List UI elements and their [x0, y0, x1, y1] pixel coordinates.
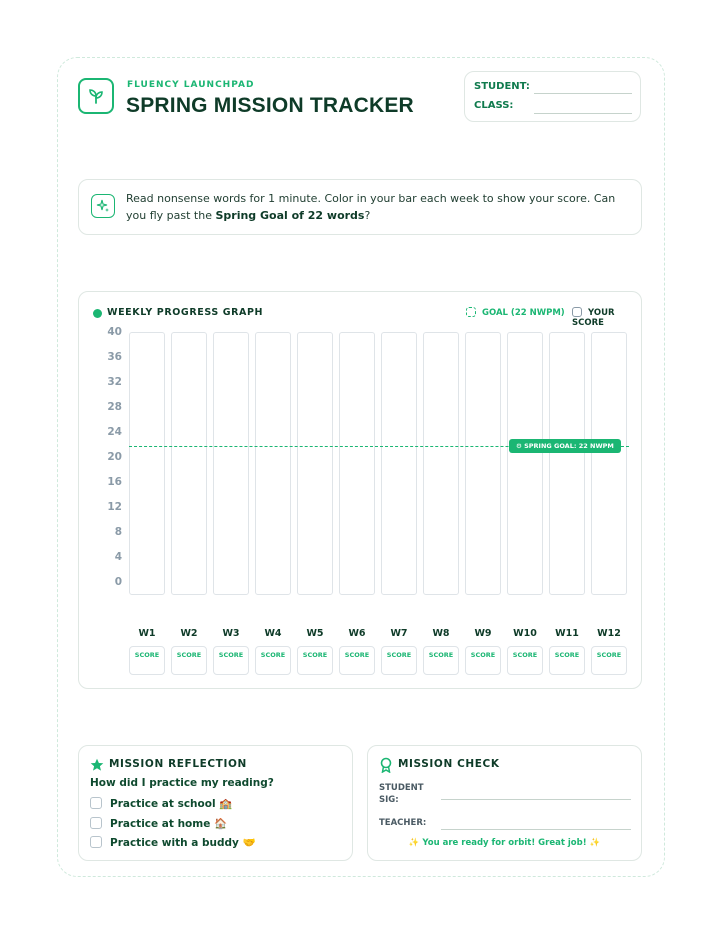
- practice-home-checkbox[interactable]: [90, 817, 227, 830]
- teacher-label: TEACHER:: [379, 818, 427, 828]
- y-tick-label: 20: [107, 451, 122, 463]
- y-tick-label: 32: [107, 376, 122, 388]
- score-box[interactable]: SCORE: [129, 646, 165, 675]
- student-name-field[interactable]: [534, 93, 632, 94]
- goal-legend-icon: [466, 307, 476, 317]
- checkbox-box[interactable]: [90, 797, 102, 809]
- y-tick-label: 40: [107, 326, 122, 338]
- week-label: W2: [180, 628, 198, 639]
- teacher-signature-field[interactable]: [441, 829, 631, 830]
- score-box[interactable]: SCORE: [255, 646, 291, 675]
- instructions-text-end: ?: [364, 209, 371, 222]
- legend-goal: [466, 307, 565, 318]
- week-label: W5: [306, 628, 324, 639]
- ribbon-icon: [379, 757, 393, 777]
- checkbox-box[interactable]: [90, 817, 102, 829]
- ready-message: [368, 838, 641, 848]
- sparkle-icon: ✨: [589, 838, 601, 848]
- reflection-question: How did I practice my reading?: [90, 777, 274, 789]
- bar-column[interactable]: [549, 332, 585, 595]
- bar-column[interactable]: [129, 332, 165, 595]
- goal-badge: ⚙ SPRING GOAL: 22 NWPM: [509, 439, 621, 453]
- instructions-text-start: Read nonsense words for 1 minute. Color in your bar each week to show your score. Can you fly past the: [126, 192, 616, 222]
- graph-bullet-icon: [93, 309, 102, 318]
- bar-column[interactable]: [297, 332, 333, 595]
- y-tick-label: 16: [107, 476, 122, 488]
- bar-column[interactable]: [423, 332, 459, 595]
- score-legend-icon: [572, 307, 582, 317]
- week-label: W8: [432, 628, 450, 639]
- page-title: SPRING MISSION TRACKER: [126, 94, 414, 117]
- week-label: W6: [348, 628, 366, 639]
- student-signature-field[interactable]: [441, 799, 631, 800]
- score-box[interactable]: SCORE: [213, 646, 249, 675]
- checkbox-box[interactable]: [90, 836, 102, 848]
- score-box[interactable]: SCORE: [339, 646, 375, 675]
- weekly-progress-graph: [78, 291, 642, 689]
- y-tick-label: 8: [114, 526, 122, 538]
- goal-badge-label: SPRING GOAL: 22 NWPM: [524, 441, 614, 450]
- score-box[interactable]: SCORE: [171, 646, 207, 675]
- score-box[interactable]: SCORE: [507, 646, 543, 675]
- practice-buddy-label: Practice with a buddy 🤝: [110, 837, 256, 849]
- practice-buddy-checkbox[interactable]: [90, 836, 256, 849]
- y-tick-label: 4: [114, 551, 122, 563]
- score-box[interactable]: SCORE: [297, 646, 333, 675]
- score-box[interactable]: SCORE: [423, 646, 459, 675]
- bar-column[interactable]: [171, 332, 207, 595]
- week-label: W9: [474, 628, 492, 639]
- bar-column[interactable]: [591, 332, 627, 595]
- y-tick-label: 36: [107, 351, 122, 363]
- instructions-box: [78, 179, 642, 235]
- bar-column[interactable]: [465, 332, 501, 595]
- y-tick-label: 28: [107, 401, 122, 413]
- y-tick-label: 0: [114, 576, 122, 588]
- week-label: W1: [138, 628, 156, 639]
- score-box[interactable]: SCORE: [549, 646, 585, 675]
- student-label: STUDENT:: [474, 81, 530, 92]
- student-info-box: [464, 71, 641, 122]
- mission-check-card: [367, 745, 642, 861]
- sprout-icon: [78, 78, 114, 114]
- score-box[interactable]: SCORE: [381, 646, 417, 675]
- class-name-field[interactable]: [534, 113, 632, 114]
- student-sig-label: STUDENT SIG:: [379, 783, 424, 805]
- sparkle-icon: ✨: [408, 838, 420, 848]
- y-tick-label: 12: [107, 501, 122, 513]
- bar-column[interactable]: [507, 332, 543, 595]
- star-icon: [90, 757, 104, 776]
- week-label: W12: [597, 628, 621, 639]
- header-kicker: FLUENCY LAUNCHPAD: [127, 80, 255, 90]
- bar-column[interactable]: [339, 332, 375, 595]
- practice-school-checkbox[interactable]: [90, 797, 232, 810]
- bar-column[interactable]: [381, 332, 417, 595]
- bar-column[interactable]: [255, 332, 291, 595]
- sparkle-icon: [91, 194, 115, 218]
- week-label: W10: [513, 628, 537, 639]
- score-box[interactable]: SCORE: [591, 646, 627, 675]
- reflection-title: MISSION REFLECTION: [109, 758, 247, 770]
- week-label: W4: [264, 628, 282, 639]
- week-label: W11: [555, 628, 579, 639]
- legend-score: [572, 307, 641, 328]
- practice-home-label: Practice at home 🏠: [110, 818, 228, 830]
- bar-column[interactable]: [213, 332, 249, 595]
- y-tick-label: 24: [107, 426, 122, 438]
- practice-school-label: Practice at school 🏫: [110, 798, 233, 810]
- spring-goal-text: Spring Goal of 22 words: [215, 209, 365, 222]
- check-title: MISSION CHECK: [398, 758, 500, 770]
- mission-reflection-card: [78, 745, 353, 861]
- instructions-text: [126, 190, 632, 224]
- graph-title: WEEKLY PROGRESS GRAPH: [107, 307, 264, 318]
- class-label: CLASS:: [474, 100, 514, 111]
- week-label: W7: [390, 628, 408, 639]
- week-label: W3: [222, 628, 240, 639]
- legend-goal-label: GOAL (22 NWPM): [482, 308, 565, 318]
- ready-message-text: You are ready for orbit! Great job!: [422, 838, 587, 848]
- score-box[interactable]: SCORE: [465, 646, 501, 675]
- legend-score-label: YOUR SCORE: [572, 308, 615, 328]
